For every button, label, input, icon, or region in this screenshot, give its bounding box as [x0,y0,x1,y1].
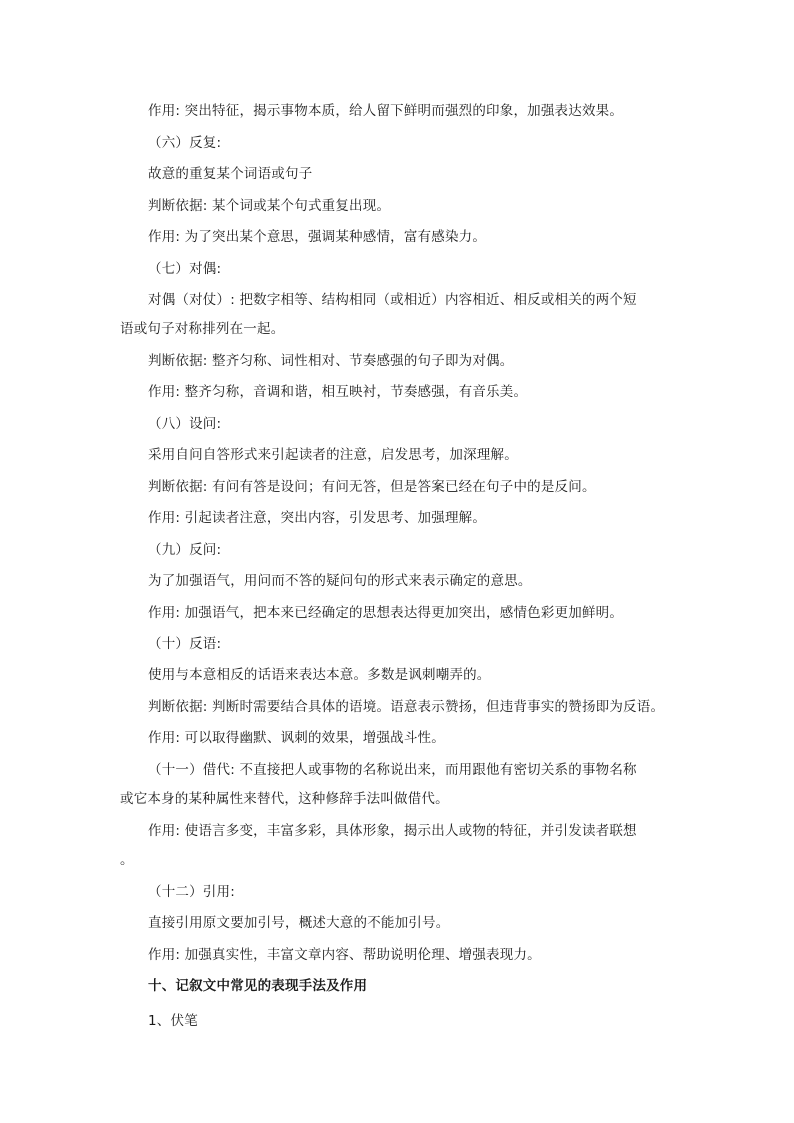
text-line: 作用: 可以取得幽默、讽刺的效果，增强战斗性。 [148,730,445,746]
text-line: 判断依据: 整齐匀称、词性相对、节奏感强的句子即为对偶。 [148,353,514,369]
text-line: 对偶（对仗）: 把数字相等、结构相同（或相近）内容相近、相反或相关的两个短 [148,292,637,308]
text-line: 判断依据: 某个词或某个句式重复出现。 [148,198,391,214]
chapter-heading: 十、记叙文中常见的表现手法及作用 [148,978,368,994]
section-heading: （十二）引用: [148,884,235,900]
text-line: 作用: 引起读者注意，突出内容，引发思考、加强理解。 [148,510,487,526]
section-heading: （六）反复: [148,135,222,151]
text-line: 作用: 加强语气，把本来已经确定的思想表达得更加突出，感情色彩更加鲜明。 [148,605,624,621]
text-line: 作用: 使语言多变，丰富多彩，具体形象，揭示出人或物的特征，并引发读者联想 [148,823,637,839]
section-heading: （九）反问: [148,542,222,558]
text-line: 直接引用原文要加引号，概述大意的不能加引号。 [148,915,450,931]
text-line: 作用: 为了突出某个意思，强调某种感情，富有感染力。 [148,229,487,245]
text-line: 采用自问自答形式来引起读者的注意，启发思考，加深理解。 [148,447,518,463]
section-heading: （七）对偶: [148,261,222,277]
text-line: 作用: 整齐匀称，音调和谐，相互映衬，节奏感强，有音乐美。 [148,384,528,400]
text-line: 作用: 加强真实性，丰富文章内容、帮助说明伦理、增强表现力。 [148,947,541,963]
text-line: 。 [120,852,134,868]
section-heading: （八）设问: [148,416,222,432]
text-line: 为了加强语气，用问而不答的疑问句的形式来表示确定的意思。 [148,573,532,589]
text-line: 语或句子对称排列在一起。 [120,321,285,337]
text-line: 判断依据: 判断时需要结合具体的语境。语意表示赞扬，但违背事实的赞扬即为反语。 [148,699,665,715]
text-line: 判断依据: 有问有答是设问；有问无答，但是答案已经在句子中的是反问。 [148,479,596,495]
text-line: 故意的重复某个词语或句子 [148,166,313,182]
text-line: （十一）借代: 不直接把人或事物的名称说出来，而用跟他有密切关系的事物名称 [148,762,637,778]
text-line: 或它本身的某种属性来替代，这种修辞手法叫做借代。 [120,791,449,807]
subsection-heading: 1、伏笔 [148,1013,198,1029]
text-line: 作用: 突出特征，揭示事物本质，给人留下鲜明而强烈的印象，加强表达效果。 [148,103,624,119]
text-line: 使用与本意相反的话语来表达本意。多数是讽刺嘲弄的。 [148,667,491,683]
section-heading: （十）反语: [148,636,222,652]
